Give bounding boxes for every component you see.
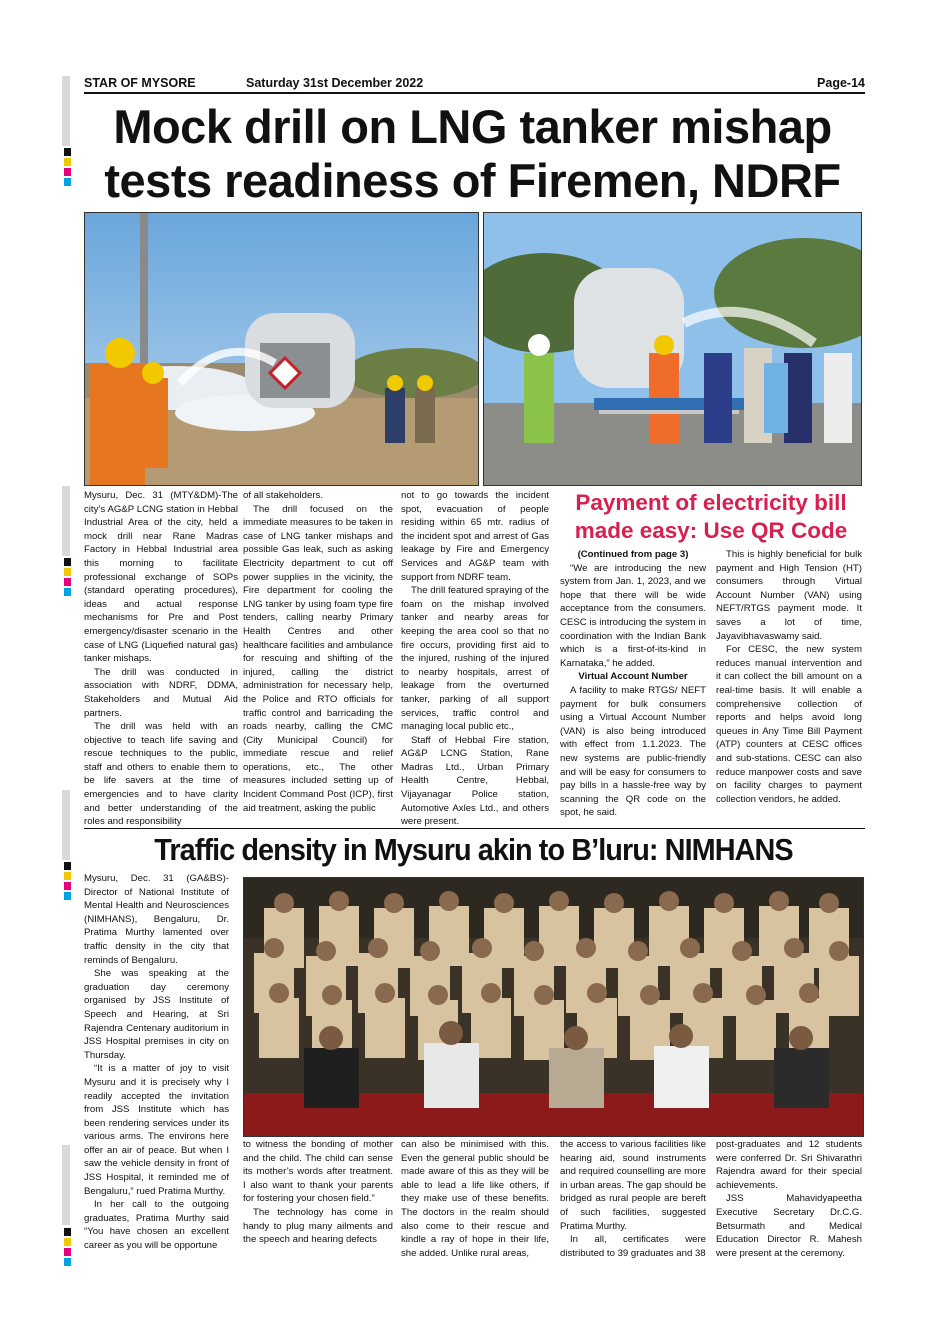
paragraph: “We are introducing the new system from Jan. 1, 2023, and we hope that there will be wide acceptance from the consumers. CESC is introducing the system in coordination with the Indian Bank which is a first-of-its-kind in Karnataka,” he added.: [560, 562, 706, 669]
qr-payment-column-1: [560, 548, 706, 820]
paragraph: The drill was held with an objective to teach life saving and rescue techniques to the public, staff and others to enable them to be life savers at the time of emergencies and to have clarity and better understanding of the roles and responsibility: [84, 721, 238, 828]
traffic-column-1: [84, 872, 229, 1253]
section-rule: [84, 828, 865, 829]
paragraph: The drill featured spraying of the foam on the mishap involved tanker and nearby areas for keeping the area cool so that no fire occurs, providing first aid to the injured, rushing of the injured to nearby hospitals, arrest of leakage from the overturned tanker, parking of all support services, traffic control and managing local public etc.,: [401, 585, 549, 733]
paragraph: The drill was conducted in association with NDRF, DDMA, Stakeholders and Mutual Aid partners.: [84, 666, 238, 719]
paragraph: Mysuru, Dec. 31 (GA&BS)-Director of National Institute of Mental Health and Neurosciences (NIMHANS), Bengaluru, Dr. Pratima Murthy lamented over traffic density in the city that reminds of Bengaluru.: [84, 873, 229, 966]
margin-bar: [62, 790, 70, 860]
paragraph: Staff of Hebbal Fire station, AG&P LCNG Station, Rane Madras Ltd., Urban Primary Health Centre, Hebbal, Vijayanagar Police station, Automotive Axles Ltd., and others were present.: [401, 734, 549, 828]
page-header: [84, 76, 865, 92]
margin-bar: [62, 1145, 70, 1225]
paragraph: She was speaking at the graduation day ceremony organised by JSS Institute of Speech and Hearing, at Sri Rajendra Centenary auditorium in JSS Hospital premises in city on Thursday.: [84, 968, 229, 1061]
qr-payment-column-2: [716, 548, 862, 806]
paragraph: “It is a matter of joy to visit Mysuru and it is precisely why I readily accepted the invitation from JSS Institute which has been rendering services under its various arms. The environs here offer an air of peace. But when I saw the vehicle density in front of JSS Hospital, it reminded me of Bengaluru,” rued Pratima Murthy.: [84, 1063, 229, 1197]
paragraph: JSS Mahavidyapeetha Executive Secretary Dr.C.G. Betsurmath and Medical Education Director R. Mahesh were present at the ceremony.: [716, 1193, 862, 1259]
headline-qr-payment: Payment of electricity bill made easy: Use QR Code: [574, 490, 848, 543]
traffic-column-5: [716, 1138, 862, 1260]
paragraph: In all, certificates were distributed to 39 graduates and 38: [560, 1234, 706, 1259]
margin-bar: [62, 486, 70, 556]
paragraph: of all stakeholders.: [243, 490, 323, 501]
traffic-column-2: [243, 1138, 393, 1247]
paragraph: post-graduates and 12 students were conferred Dr. Sri Shivarathri Rajendra award for their special achievements.: [716, 1139, 862, 1191]
paragraph: Mysuru, Dec. 31 (MTY&DM)-The city’s AG&P LCNG station in Hebbal Industrial Area of the city, held a mock drill near Rane Madras Factory in Hebbal Industrial area this morning to facilitate professional exchange of SOPs (standard operating procedures), ideas and actual response mechanisms for Pre and Post emergency/disaster scenario in the case of LNG (Liquefied natural gas) tanker mishaps.: [84, 490, 238, 665]
subhead: Virtual Account Number: [578, 671, 688, 683]
page-number: Page-14: [817, 76, 865, 90]
headline-mock-drill: Mock drill on LNG tanker mishap tests readiness of Firemen, NDRF: [104, 100, 841, 207]
paragraph: not to go towards the incident spot, evacuation of people residing within 65 mtr. radius of the incident spot and arrest of Gas leakage by Fire and Emergency Services and AG&P team with support from NDRF team.: [401, 490, 549, 583]
mock-drill-column-1: [84, 489, 238, 829]
traffic-column-4: [560, 1138, 706, 1260]
paragraph: In her call to the outgoing graduates, Pratima Murthy said “You have chosen an excellent career as you will be opportune: [84, 1199, 229, 1252]
paragraph: can also be minimised with this. Even the general public should be made aware of this as they will be able to lead a life like others, if they make use of these benefits. The doctors in the realm should also come to their rescue and kindle a ray of hope in their life, she added. Unlike rural areas,: [401, 1139, 549, 1259]
paragraph: the access to various facilities like hearing aid, sound instruments and required counselling are more in urban areas. The gap should be bridged as rural people are bereft of such facilities, suggested Pratima Murthy.: [560, 1139, 706, 1232]
paragraph: This is highly beneficial for bulk payment and High Tension (HT) consumers through Virtual Account Number (VAN) using NEFT/RTGS payment mode. It saves a lot of time, Jayavibhavaswamy said.: [716, 549, 862, 642]
photo-stretcher-rescue: [483, 212, 862, 486]
photo-graduation-group: [243, 877, 864, 1137]
photo-tanker-foam-spray: [84, 212, 479, 486]
paper-name: STAR OF MYSORE: [84, 76, 196, 90]
margin-bar: [62, 76, 70, 146]
mock-drill-column-2: [243, 489, 393, 815]
paragraph: The drill focused on the immediate measures to be taken in case of LNG tanker mishaps and possible Gas leak, such as asking Electricity department to cut off power supplies in the vicinity, the Fire department for cooling the LNG tanker by using foam type fire tenders, calling nearby Primary Health Centres and other healthcare facilities and ambulance for rescuing and shifting of the injured, calling the district administration for necessary help, the Police and RTO officials for traffic control and barricading the roads nearby, calling the CMC (City Municipal Council) for immediate rescue and relief operations, etc., The other measures included setting up of Incident Command Post (ICP), first aid treatment, asking the public: [243, 503, 393, 814]
paragraph: The technology has come in handy to plug many ailments and the speech and hearing defects: [243, 1206, 393, 1246]
traffic-column-3: [401, 1138, 549, 1260]
header-rule: [84, 92, 865, 94]
continued-note: (Continued from page 3): [577, 549, 689, 560]
paragraph: A facility to make RTGS/ NEFT payment for bulk consumers using a Virtual Account Number (VAN) is also being introduced with effect from 1.1.2023. The new systems are public-friendly and will be easy for consumers to pay bills in a hassle-free way by scanning the QR code on the spot, he said.: [560, 684, 706, 819]
paragraph: to witness the bonding of mother and the child. The child can sense its mother’s words after treatment. I also want to thank your parents for fostering your chosen field.”: [243, 1139, 393, 1205]
paragraph: For CESC, the new system reduces manual intervention and it can collect the bill amount on a real-time basis. It will enable a comprehensive collection of reports and helps avoid long queues in Any Time Bill Payment (ATP) counters at CESC offices and sub-stations. CESC can also reduce manpower costs and save on facility charges to payment collection vendors, he added.: [716, 644, 862, 805]
headline-traffic-density: Traffic density in Mysuru akin to B’luru: NIMHANS: [154, 832, 793, 867]
mock-drill-column-3: [401, 489, 549, 829]
issue-date: Saturday 31st December 2022: [246, 76, 424, 90]
